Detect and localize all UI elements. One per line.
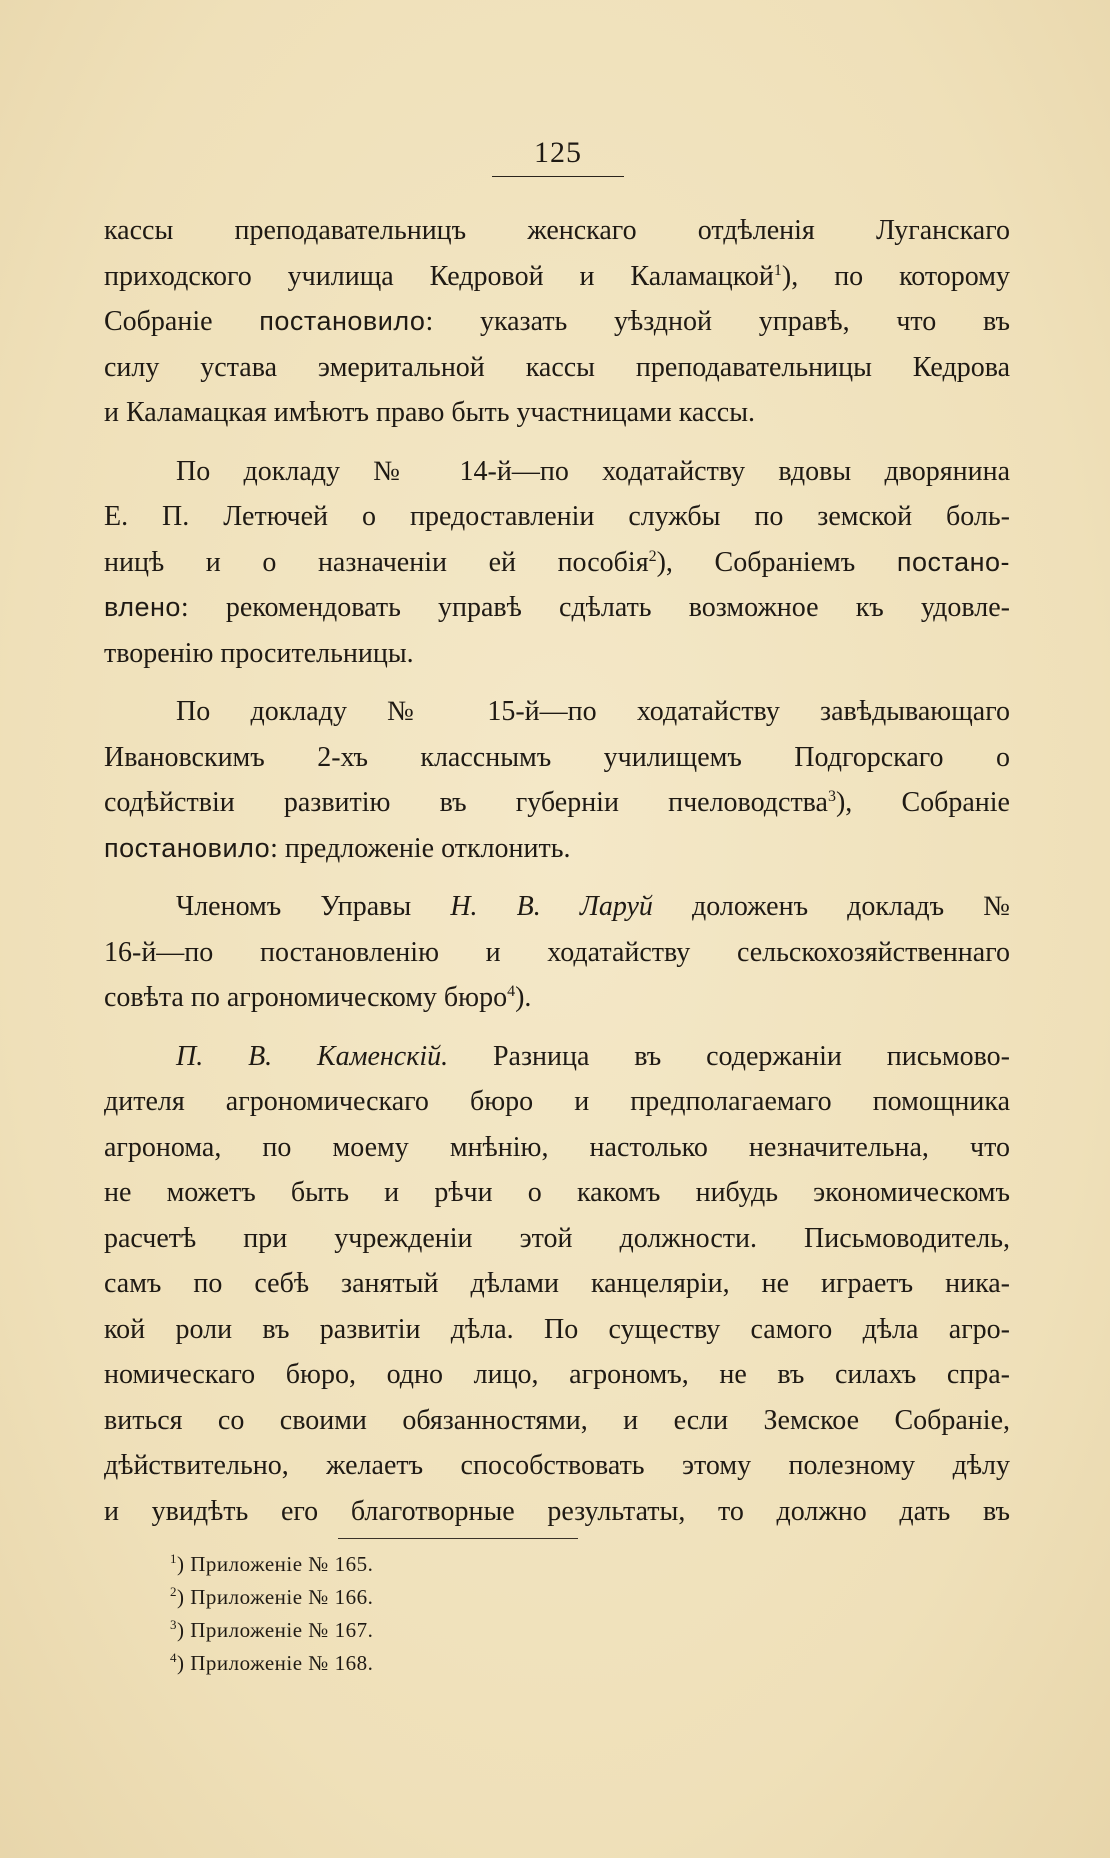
text-line: номическаго бюро, одно лицо, агрономъ, не въ силахъ спра-: [104, 1359, 1010, 1390]
text-line: самъ по себѣ занятый дѣлами канцеляріи, не играетъ ника-: [104, 1268, 1010, 1299]
footnote-text: ) Приложеніе № 167.: [177, 1618, 374, 1642]
text-line: виться со своими обязанностями, и если Земское Собраніе,: [104, 1404, 1010, 1436]
text-line: По докладу № 15-й—по ходатайству завѣдывающаго: [176, 696, 1010, 727]
text-run: : предложеніе отклонить.: [270, 832, 571, 864]
text-line: Е. П. Летючей о предоставленіи службы по земской боль-: [104, 501, 1010, 532]
resolution-keyword: постано-: [896, 546, 1011, 577]
paragraph-2: [104, 449, 1010, 677]
text-line: [104, 826, 1010, 872]
text-line: По докладу № 14-й—по ходатайству вдовы дворянина: [176, 455, 1010, 487]
text-line: и Каламацкая имѣютъ право быть участницами кассы.: [104, 397, 755, 428]
page-number: 125: [492, 136, 624, 177]
paragraph-5: [104, 1034, 1010, 1535]
text-line: агронома, по моему мнѣнію, настолько незначительна, что: [104, 1131, 1010, 1163]
text-run: содѣйствіи развитію въ губерніи пчеловодства: [104, 787, 828, 818]
text-line: дѣйствительно, желаетъ способствовать этому полезному дѣлу: [104, 1450, 1010, 1481]
text-line: и увидѣть его благотворные результаты, то должно дать въ: [104, 1495, 1010, 1527]
footnote-ref: 2: [648, 547, 657, 565]
page-body: [104, 208, 1010, 1534]
text-line: расчетѣ при учрежденіи этой должности. Письмоводитель,: [104, 1222, 1010, 1254]
text-run: : указать уѣздной управѣ, что въ: [425, 306, 1010, 337]
footnote-mark: 4: [170, 1650, 177, 1665]
speaker-name: П. В. Каменскій.: [176, 1040, 449, 1072]
text-line: [104, 299, 1010, 345]
text-run: доложенъ докладъ №: [692, 891, 1010, 922]
footnote: [170, 1614, 373, 1647]
footnote-ref: 3: [827, 788, 836, 805]
text-line: кой роли въ развитіи дѣла. По существу самого дѣла агро-: [104, 1313, 1010, 1345]
footnote: [170, 1581, 373, 1614]
resolution-keyword: постановило: [104, 832, 271, 863]
text-run: ), по которому: [781, 260, 1010, 292]
text-line: [104, 254, 1010, 300]
footnote-ref: 1: [773, 261, 782, 279]
text-run: Собраніе: [104, 306, 213, 337]
text-run: Членомъ Управы: [176, 891, 412, 922]
text-line: силу устава эмеритальной кассы преподавательницы Кедрова: [104, 351, 1010, 383]
paragraph-3: [104, 689, 1010, 871]
text-line: [104, 884, 1010, 930]
paragraph-1: [104, 208, 1010, 436]
text-line: [104, 1034, 1010, 1080]
text-run: приходского училища Кедровой и Каламацкой: [104, 260, 774, 292]
text-run: ).: [515, 982, 532, 1013]
footnote-mark: 3: [170, 1617, 177, 1632]
footnote: [170, 1548, 373, 1581]
resolution-keyword: влено: [104, 592, 181, 622]
speaker-name: Н. В. Ларуй: [450, 891, 653, 922]
text-line: Ивановскимъ 2-хъ класснымъ училищемъ Подгорскаго о: [104, 741, 1010, 773]
footnote-ref: 4: [507, 983, 516, 1000]
footnote-mark: 2: [170, 1584, 177, 1599]
footnote-mark: 1: [170, 1551, 177, 1566]
text-line: [104, 585, 1010, 631]
text-line: творенію просительницы.: [104, 637, 414, 669]
footnote: [170, 1647, 373, 1680]
text-run: Разница въ содержаніи письмово-: [492, 1040, 1011, 1072]
text-run: ницѣ и о назначеніи ей пособія: [104, 546, 649, 578]
footnote-text: ) Приложеніе № 168.: [177, 1651, 374, 1675]
text-line: [104, 540, 1010, 586]
text-run: ), Собраніе: [835, 787, 1010, 818]
footnote-divider: [338, 1538, 578, 1539]
text-run: : рекомендовать управѣ сдѣлать возможное къ удовле-: [180, 592, 1010, 623]
text-line: дителя агрономическаго бюро и предполагаемаго помощника: [104, 1086, 1010, 1117]
text-line: кассы преподавательницъ женскаго отдѣленія Луганскаго: [104, 215, 1010, 246]
paragraph-4: [104, 884, 1010, 1021]
text-line: [104, 780, 1010, 826]
page-header: [0, 136, 1110, 177]
footnote-text: ) Приложеніе № 166.: [177, 1585, 374, 1609]
text-line: [104, 975, 1010, 1021]
text-run: ), Собраніемъ: [656, 546, 856, 578]
text-line: не можетъ быть и рѣчи о какомъ нибудь экономическомъ: [104, 1177, 1010, 1208]
footnote-text: ) Приложеніе № 165.: [177, 1552, 374, 1576]
text-run: совѣта по агрономическому бюро: [104, 982, 508, 1013]
resolution-keyword: постановило: [259, 306, 426, 336]
text-line: 16-й—по постановленію и ходатайству сельскохозяйственнаго: [104, 936, 1010, 968]
footnotes: [170, 1548, 373, 1680]
